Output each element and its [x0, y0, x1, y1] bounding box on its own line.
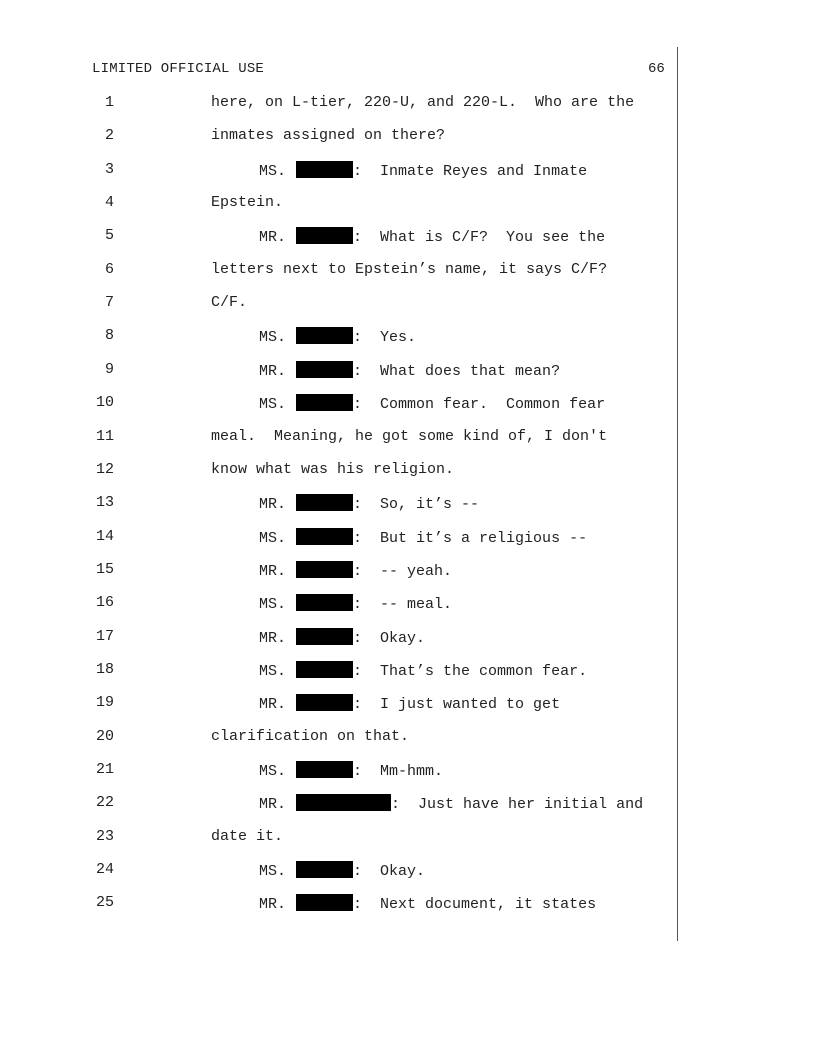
redaction-box: [296, 394, 353, 411]
speaker-text: : Yes.: [353, 329, 417, 347]
redaction-box: [296, 794, 391, 811]
redaction-box: [296, 528, 353, 545]
speaker-text: : -- yeah.: [353, 562, 453, 580]
transcript-line: [0, 761, 680, 781]
speaker-line: [259, 494, 479, 513]
line-number: 18: [95, 660, 114, 678]
line-number: 22: [95, 794, 114, 812]
speaker-line: [259, 227, 605, 246]
line-number: 6: [104, 260, 114, 278]
speaker-title: MS.: [259, 863, 287, 881]
continuation-text: clarification on that.: [211, 727, 410, 745]
redaction-box: [296, 361, 353, 378]
line-number: 13: [95, 494, 114, 512]
speaker-text: : Okay.: [353, 629, 426, 647]
speaker-title: MR.: [259, 896, 287, 914]
redaction-box: [296, 894, 353, 911]
speaker-line: [259, 661, 587, 680]
continuation-text: letters next to Epstein’s name, it says C/F?: [211, 260, 608, 278]
line-number: 25: [95, 894, 114, 912]
speaker-title: MS.: [259, 162, 287, 180]
speaker-text: : That’s the common fear.: [353, 662, 588, 680]
speaker-title: MR.: [259, 496, 287, 514]
redaction-box: [296, 227, 353, 244]
redaction-box: [296, 861, 353, 878]
line-number: 15: [95, 560, 114, 578]
transcript-line: [0, 461, 680, 481]
speaker-title: MR.: [259, 629, 287, 647]
speaker-line: [259, 694, 560, 713]
speaker-text: : Mm-hmm.: [353, 763, 444, 780]
line-number: 1: [104, 94, 114, 111]
speaker-text: : Okay.: [353, 863, 426, 881]
speaker-title: MS.: [259, 662, 287, 680]
transcript-line: [0, 361, 680, 381]
speaker-line: [259, 394, 605, 413]
speaker-line: [259, 361, 560, 380]
speaker-title: MS.: [259, 596, 287, 614]
line-number: 16: [95, 594, 114, 612]
line-number: 17: [95, 627, 114, 645]
transcript-line: [0, 894, 680, 914]
transcript-line: [0, 227, 680, 247]
speaker-line: [259, 761, 443, 780]
transcript-line: [0, 127, 680, 147]
transcript-line: [0, 594, 680, 614]
transcript-line: [0, 161, 680, 181]
speaker-text: : So, it’s --: [353, 496, 480, 514]
speaker-line: [259, 161, 587, 180]
line-number: 21: [95, 761, 114, 778]
speaker-line: [259, 794, 643, 813]
continuation-text: C/F.: [211, 294, 248, 312]
speaker-title: MR.: [259, 229, 287, 247]
continuation-text: inmates assigned on there?: [211, 127, 446, 145]
redaction-box: [296, 594, 353, 611]
transcript-line: [0, 661, 680, 681]
speaker-line: [259, 327, 416, 346]
line-number: 8: [104, 327, 114, 345]
line-number: 14: [95, 527, 114, 545]
speaker-text: : I just wanted to get: [353, 696, 561, 714]
speaker-line: [259, 628, 425, 647]
line-number: 9: [104, 360, 114, 378]
redaction-box: [296, 561, 353, 578]
transcript-line: [0, 194, 680, 214]
line-number: 3: [104, 160, 114, 178]
line-number: 11: [95, 427, 114, 445]
line-number: 23: [95, 827, 114, 845]
speaker-text: : Just have her initial and: [391, 796, 644, 814]
speaker-title: MS.: [259, 763, 287, 780]
redaction-box: [296, 694, 353, 711]
transcript-line: [0, 828, 680, 848]
speaker-title: MS.: [259, 329, 287, 347]
line-number: 10: [95, 394, 114, 412]
transcript-line: [0, 94, 680, 114]
transcript-line: [0, 728, 680, 748]
page-number: 66: [648, 61, 665, 77]
redaction-box: [296, 661, 353, 678]
continuation-text: meal. Meaning, he got some kind of, I don't: [211, 427, 608, 445]
speaker-line: [259, 861, 425, 880]
line-number: 24: [95, 861, 114, 879]
speaker-line: [259, 561, 452, 580]
transcript-line: [0, 428, 680, 448]
transcript-line: [0, 494, 680, 514]
transcript-line: [0, 694, 680, 714]
speaker-title: MR.: [259, 562, 287, 580]
line-number: 2: [104, 127, 114, 145]
speaker-text: : Inmate Reyes and Inmate: [353, 162, 588, 180]
speaker-title: MS.: [259, 396, 287, 414]
transcript-line: [0, 561, 680, 581]
redaction-box: [296, 628, 353, 645]
speaker-title: MR.: [259, 362, 287, 380]
line-number: 20: [95, 727, 114, 745]
speaker-line: [259, 894, 596, 913]
transcript-line: [0, 528, 680, 548]
line-number: 19: [95, 694, 114, 712]
transcript-line: [0, 794, 680, 814]
transcript-line: [0, 261, 680, 281]
continuation-text: Epstein.: [211, 194, 284, 212]
line-number: 4: [104, 194, 114, 212]
transcript-line: [0, 294, 680, 314]
speaker-text: : What is C/F? You see the: [353, 229, 606, 247]
transcript-line: [0, 327, 680, 347]
line-number: 12: [95, 460, 114, 478]
speaker-line: [259, 528, 587, 547]
speaker-text: : -- meal.: [353, 596, 453, 614]
speaker-title: MS.: [259, 529, 287, 547]
transcript-line: [0, 394, 680, 414]
classification-header: LIMITED OFFICIAL USE: [92, 61, 265, 77]
speaker-text: : Common fear. Common fear: [353, 396, 606, 414]
continuation-text: know what was his religion.: [211, 460, 455, 478]
speaker-text: : Next document, it states: [353, 896, 597, 914]
redaction-box: [296, 161, 353, 178]
continuation-text: date it.: [211, 827, 284, 845]
speaker-title: MR.: [259, 796, 287, 814]
transcript-line: [0, 861, 680, 881]
speaker-line: [259, 594, 452, 613]
speaker-text: : But it’s a religious --: [353, 529, 588, 547]
line-number: 5: [104, 227, 114, 245]
speaker-title: MR.: [259, 696, 287, 714]
redaction-box: [296, 494, 353, 511]
redaction-box: [296, 761, 353, 778]
transcript-line: [0, 628, 680, 648]
line-number: 7: [104, 294, 114, 312]
continuation-text: here, on L-tier, 220-U, and 220-L. Who are the: [211, 94, 635, 111]
redaction-box: [296, 327, 353, 344]
speaker-text: : What does that mean?: [353, 362, 561, 380]
